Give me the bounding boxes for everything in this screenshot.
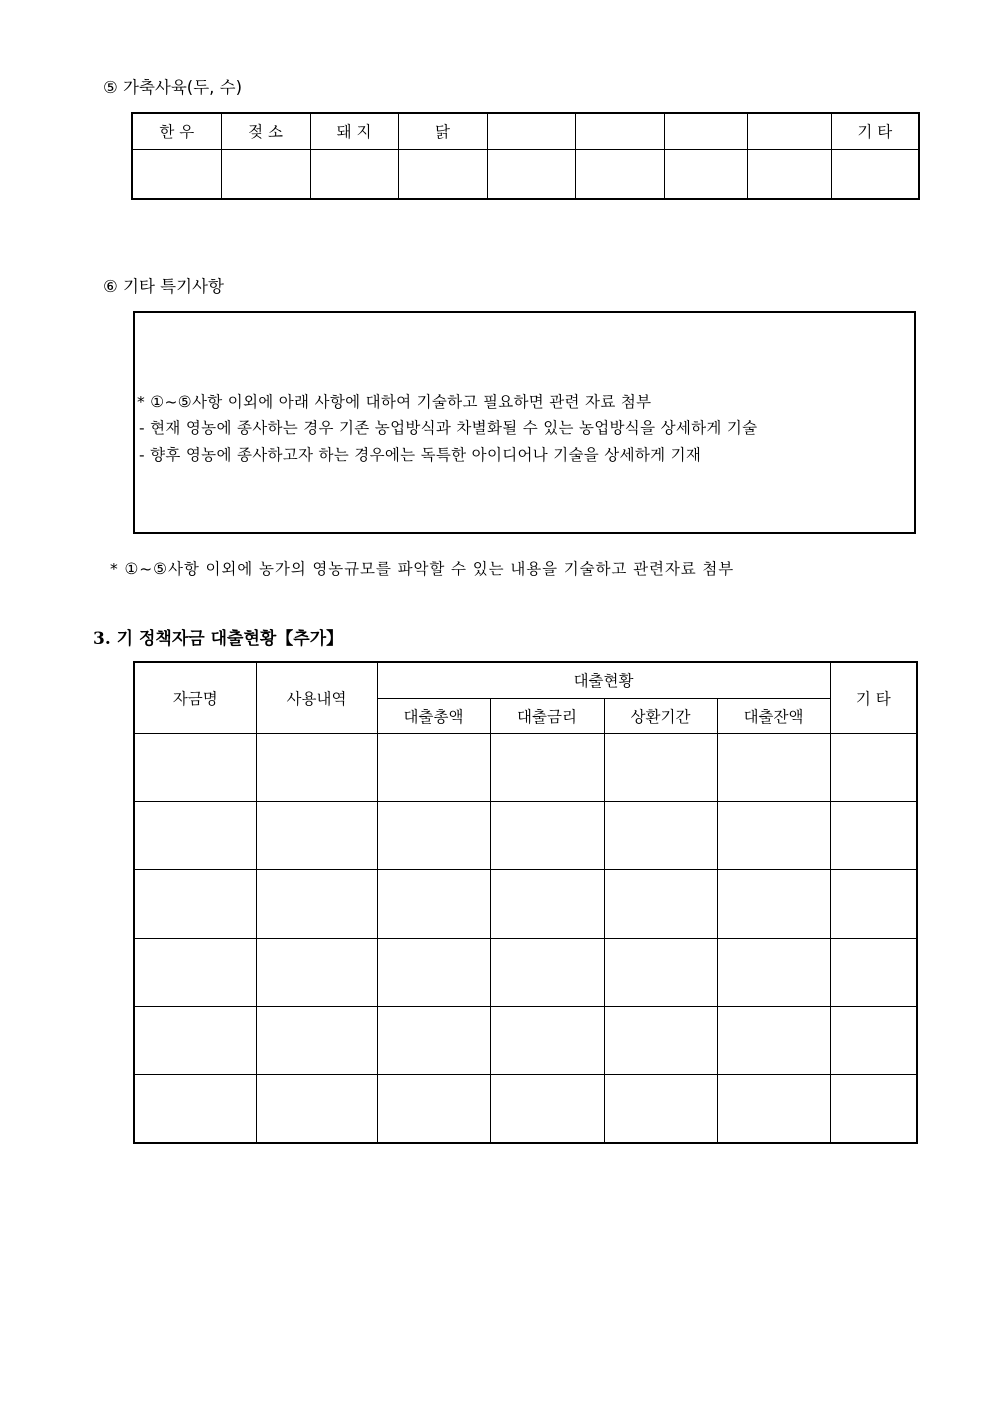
footnote: * ①~⑤사항 이외에 농가의 영농규모를 파악할 수 있는 내용을 기술하고 관련자료 첨부 — [110, 560, 735, 578]
special-notes-line: - 향후 영농에 종사하고자 하는 경우에는 독특한 아이디어나 기술을 상세하게 기재 — [139, 446, 702, 464]
special-notes-title: ⑥ 기타 특기사항 — [103, 277, 224, 296]
livestock-header-cell: 젖 소 — [221, 113, 310, 149]
loans-section-title: 3. 기 정책자금 대출현황【추가】 — [93, 629, 344, 649]
loans-cell[interactable] — [717, 870, 830, 938]
loans-table-row — [134, 938, 917, 1006]
loans-cell[interactable] — [830, 802, 917, 870]
loans-cell[interactable] — [256, 1075, 377, 1143]
loans-cell[interactable] — [377, 870, 490, 938]
livestock-header-cell: 닭 — [398, 113, 487, 149]
livestock-header-cell: 한 우 — [132, 113, 221, 149]
loans-cell[interactable] — [377, 802, 490, 870]
loans-header-balance: 대출잔액 — [717, 698, 830, 733]
livestock-value-cell[interactable] — [398, 149, 487, 199]
special-notes-line: - 현재 영농에 종사하는 경우 기존 농업방식과 차별화될 수 있는 농업방식을 상세하게 기술 — [139, 419, 758, 437]
loans-table — [133, 661, 918, 1144]
livestock-section-title: ⑤ 가축사육(두, 수) — [103, 78, 243, 97]
loans-cell[interactable] — [256, 802, 377, 870]
special-notes-box[interactable] — [133, 311, 916, 534]
loans-cell[interactable] — [377, 1006, 490, 1074]
loans-header-row — [134, 662, 917, 698]
loans-table-row — [134, 1006, 917, 1074]
loans-header-usage: 사용내역 — [256, 662, 377, 733]
loans-cell[interactable] — [134, 1006, 256, 1074]
loans-cell[interactable] — [490, 870, 604, 938]
loans-cell[interactable] — [490, 938, 604, 1006]
loans-cell[interactable] — [830, 938, 917, 1006]
livestock-value-cell[interactable] — [221, 149, 310, 199]
loans-cell[interactable] — [717, 1075, 830, 1143]
livestock-header-cell: 기 타 — [831, 113, 919, 149]
loans-header-status-group: 대출현황 — [377, 662, 830, 698]
loans-cell[interactable] — [490, 733, 604, 801]
loans-cell[interactable] — [604, 1075, 717, 1143]
loans-cell[interactable] — [134, 1075, 256, 1143]
loans-cell[interactable] — [604, 870, 717, 938]
loans-cell[interactable] — [134, 870, 256, 938]
livestock-table — [131, 112, 920, 200]
livestock-header-cell — [747, 113, 831, 149]
loans-cell[interactable] — [134, 733, 256, 801]
livestock-value-cell[interactable] — [487, 149, 575, 199]
loans-header-fund-name: 자금명 — [134, 662, 256, 733]
loans-header-rate: 대출금리 — [490, 698, 604, 733]
loans-cell[interactable] — [134, 938, 256, 1006]
livestock-header-cell — [575, 113, 664, 149]
loans-cell[interactable] — [717, 802, 830, 870]
loans-table-row — [134, 802, 917, 870]
loans-cell[interactable] — [604, 1006, 717, 1074]
loans-cell[interactable] — [490, 1075, 604, 1143]
loans-cell[interactable] — [830, 733, 917, 801]
loans-cell[interactable] — [604, 733, 717, 801]
special-notes-line: * ①~⑤사항 이외에 아래 사항에 대하여 기술하고 필요하면 관련 자료 첨부 — [137, 393, 652, 411]
loans-cell[interactable] — [604, 802, 717, 870]
livestock-value-cell[interactable] — [575, 149, 664, 199]
loans-table-row — [134, 870, 917, 938]
loans-header-other: 기 타 — [830, 662, 917, 733]
loans-cell[interactable] — [256, 1006, 377, 1074]
loans-header-period: 상환기간 — [604, 698, 717, 733]
loans-cell[interactable] — [134, 802, 256, 870]
loans-cell[interactable] — [256, 733, 377, 801]
loans-cell[interactable] — [377, 938, 490, 1006]
loans-table-row — [134, 733, 917, 801]
loans-table-row — [134, 1075, 917, 1143]
livestock-value-row — [132, 149, 919, 199]
loans-cell[interactable] — [256, 938, 377, 1006]
livestock-header-cell — [487, 113, 575, 149]
livestock-value-cell[interactable] — [132, 149, 221, 199]
loans-cell[interactable] — [830, 1075, 917, 1143]
loans-cell[interactable] — [490, 1006, 604, 1074]
livestock-value-cell[interactable] — [664, 149, 747, 199]
loans-cell[interactable] — [377, 1075, 490, 1143]
livestock-value-cell[interactable] — [831, 149, 919, 199]
livestock-value-cell[interactable] — [747, 149, 831, 199]
livestock-header-cell: 돼 지 — [310, 113, 398, 149]
loans-cell[interactable] — [717, 1006, 830, 1074]
loans-cell[interactable] — [604, 938, 717, 1006]
loans-cell[interactable] — [717, 938, 830, 1006]
loans-cell[interactable] — [377, 733, 490, 801]
loans-header-total: 대출총액 — [377, 698, 490, 733]
livestock-value-cell[interactable] — [310, 149, 398, 199]
livestock-header-cell — [664, 113, 747, 149]
loans-cell[interactable] — [256, 870, 377, 938]
loans-cell[interactable] — [717, 733, 830, 801]
loans-cell[interactable] — [830, 870, 917, 938]
livestock-header-row — [132, 113, 919, 149]
loans-cell[interactable] — [830, 1006, 917, 1074]
loans-cell[interactable] — [490, 802, 604, 870]
